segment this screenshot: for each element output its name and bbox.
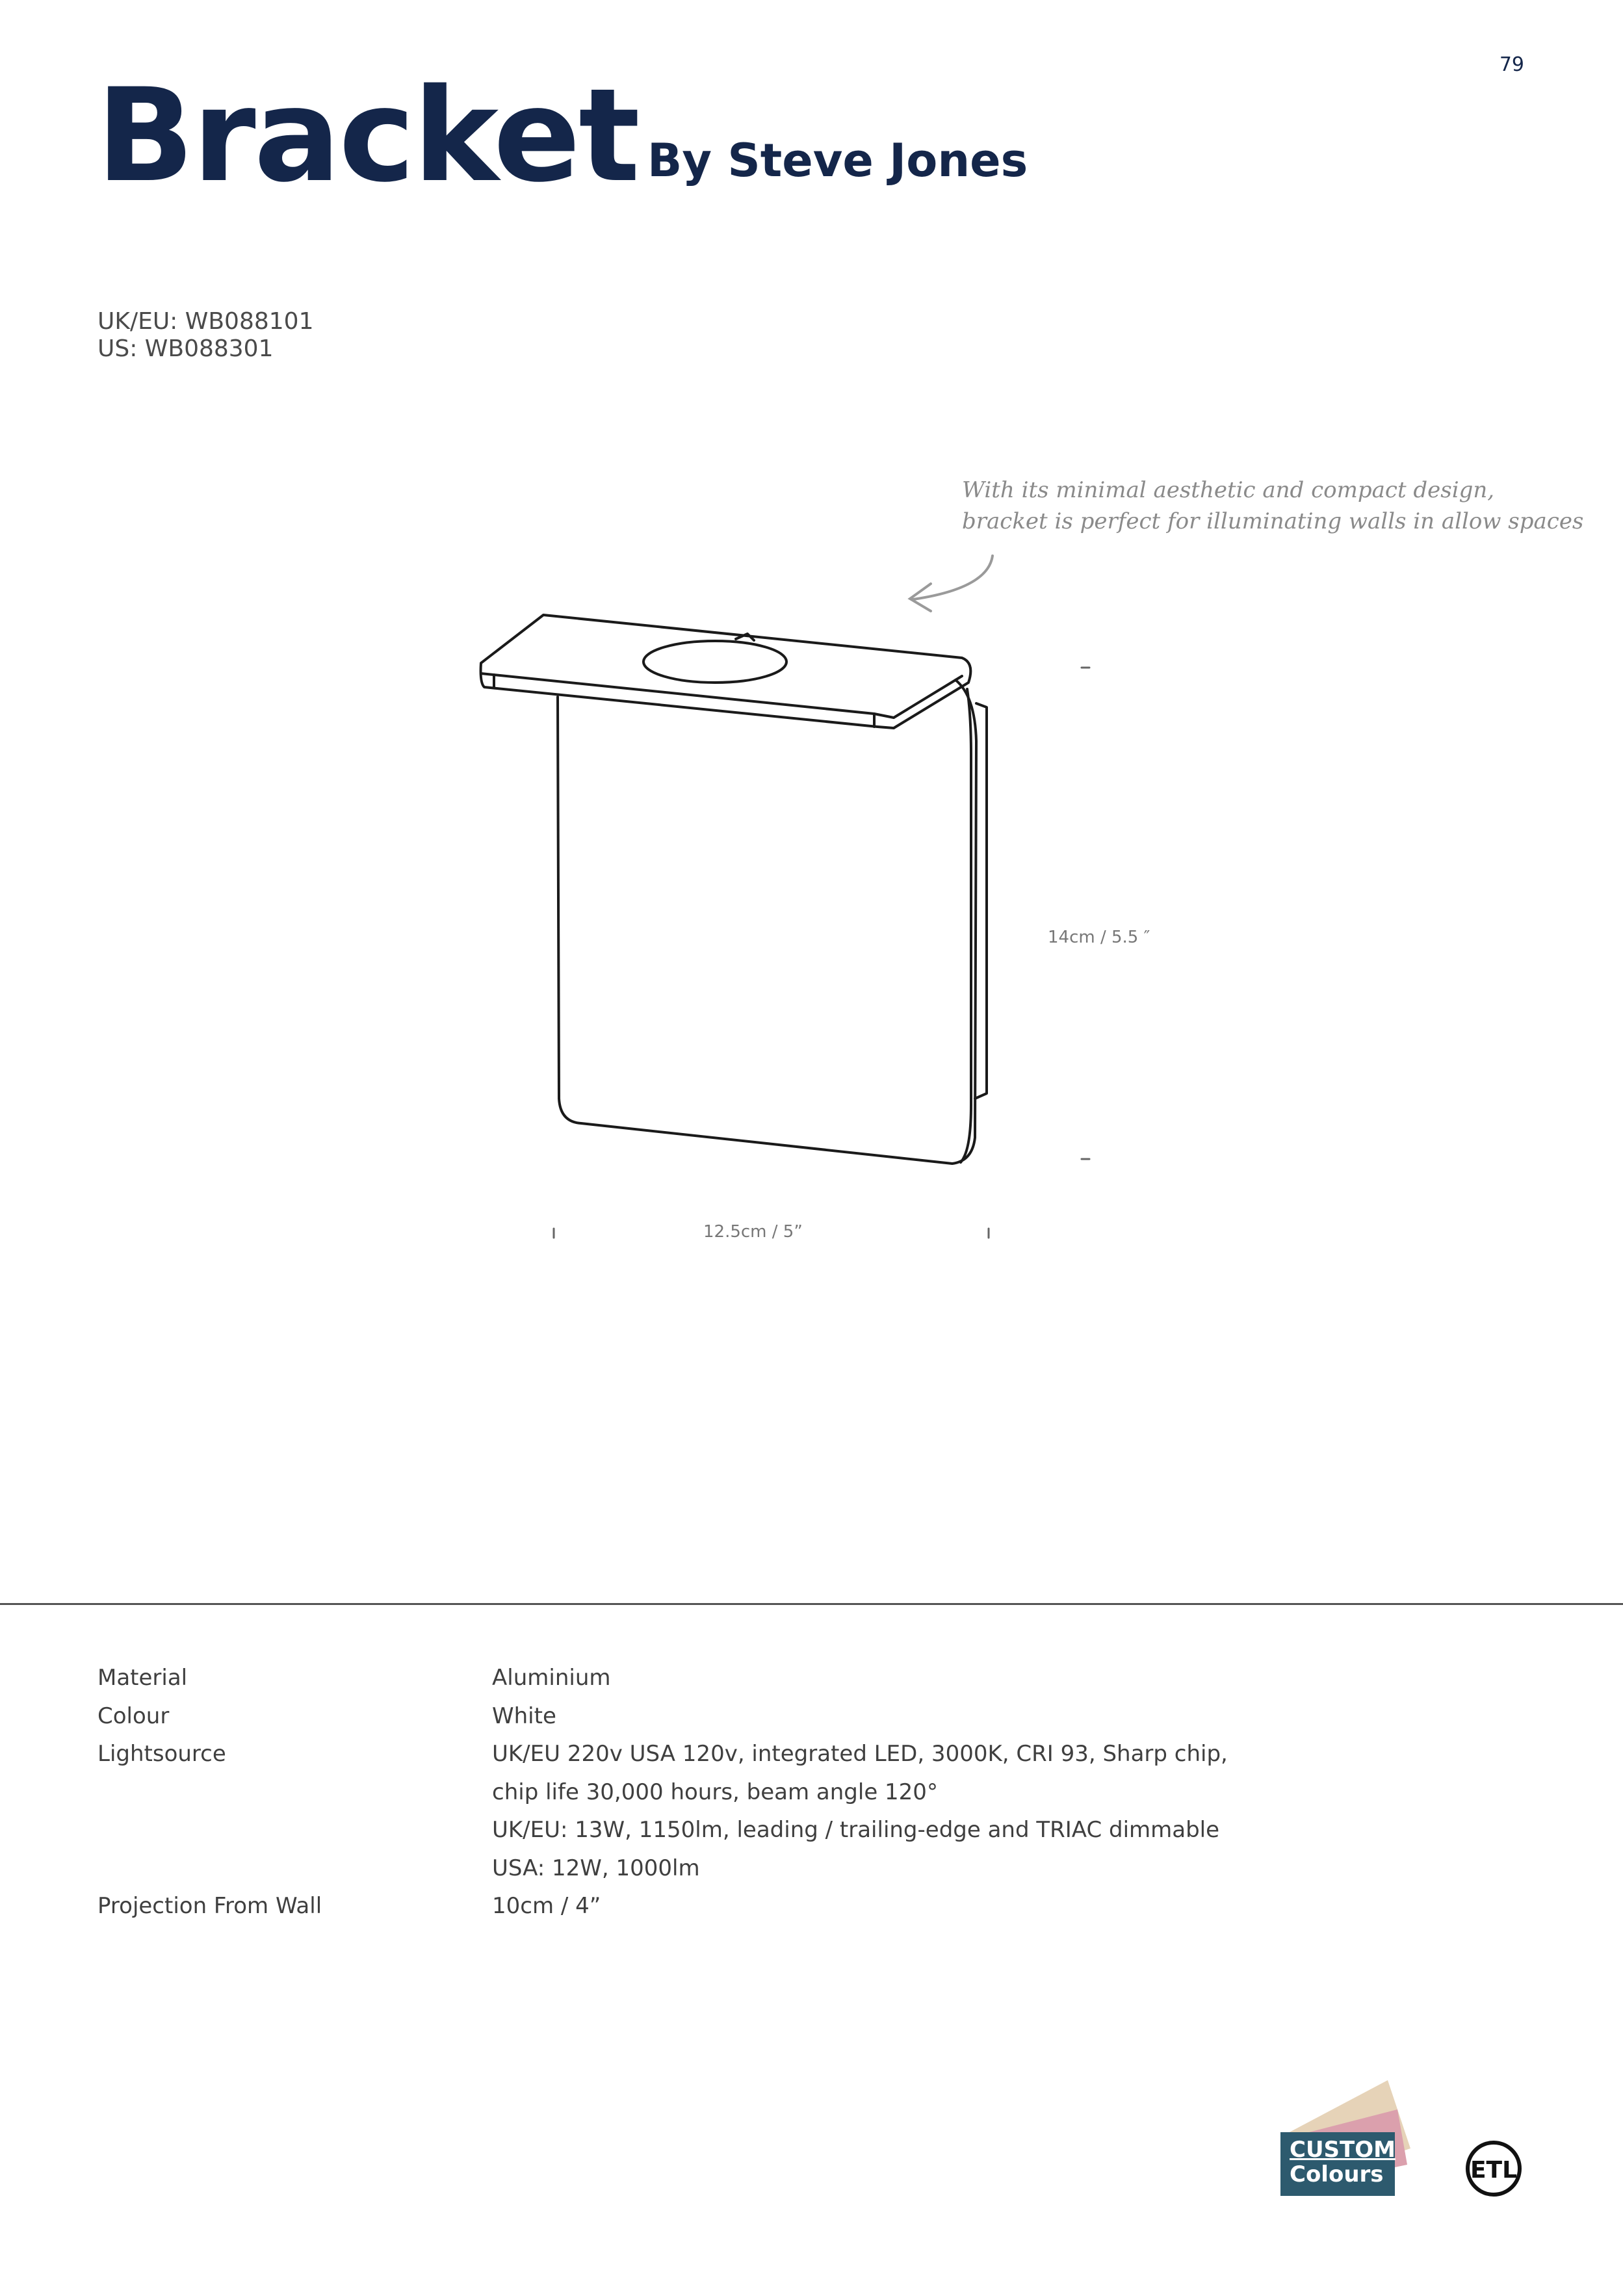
product-title: Bracket	[96, 60, 638, 211]
spec-value: USA: 12W, 1000lm	[492, 1855, 700, 1881]
custom-label-line1: CUSTOM	[1290, 2137, 1396, 2163]
spec-label: Projection From Wall	[97, 1893, 322, 1919]
custom-colours-label	[1280, 2132, 1395, 2196]
design-note	[962, 475, 1583, 537]
spec-label: Lightsource	[97, 1741, 226, 1767]
spec-row-material	[97, 1659, 1228, 1697]
spec-table	[97, 1659, 1228, 1925]
height-dimension: 14cm / 5.5 ″	[1048, 928, 1150, 947]
note-line-1: With its minimal aesthetic and compact design,	[962, 477, 1495, 503]
note-arrow	[910, 556, 993, 611]
spec-value: 10cm / 4”	[492, 1893, 601, 1919]
spec-label: Colour	[97, 1702, 170, 1729]
shelf-lens	[643, 641, 786, 683]
etl-text: ETL	[1470, 2157, 1518, 2184]
spec-row-colour	[97, 1697, 1228, 1736]
back-plate	[558, 680, 976, 1164]
note-line-2: bracket is perfect for illuminating walls in allow spaces	[962, 508, 1584, 534]
spec-value: chip life 30,000 hours, beam angle 120°	[492, 1779, 938, 1805]
section-divider	[0, 1603, 1623, 1605]
spec-value: UK/EU: 13W, 1150lm, leading / trailing-edge and TRIAC dimmable	[492, 1817, 1220, 1843]
custom-colours-badge	[1274, 2074, 1417, 2204]
spec-row-lightsource	[97, 1735, 1228, 1887]
spec-value: White	[492, 1702, 556, 1729]
spec-value: UK/EU 220v USA 120v, integrated LED, 3000K, CRI 93, Sharp chip,	[492, 1741, 1228, 1767]
spec-value: Aluminium	[492, 1665, 611, 1691]
shelf-top	[481, 615, 971, 728]
code-uk-eu: UK/EU: WB088101	[97, 308, 314, 335]
custom-label-line2: Colours	[1290, 2161, 1384, 2187]
width-dimension: 12.5cm / 5”	[703, 1222, 803, 1242]
page-number: 79	[1499, 53, 1524, 76]
code-us: US: WB088301	[97, 335, 274, 362]
etl-listed-icon	[1464, 2139, 1524, 2198]
spec-label: Material	[97, 1665, 188, 1691]
designer-subtitle: By Steve Jones	[647, 134, 1028, 187]
spec-row-projection	[97, 1887, 1228, 1925]
